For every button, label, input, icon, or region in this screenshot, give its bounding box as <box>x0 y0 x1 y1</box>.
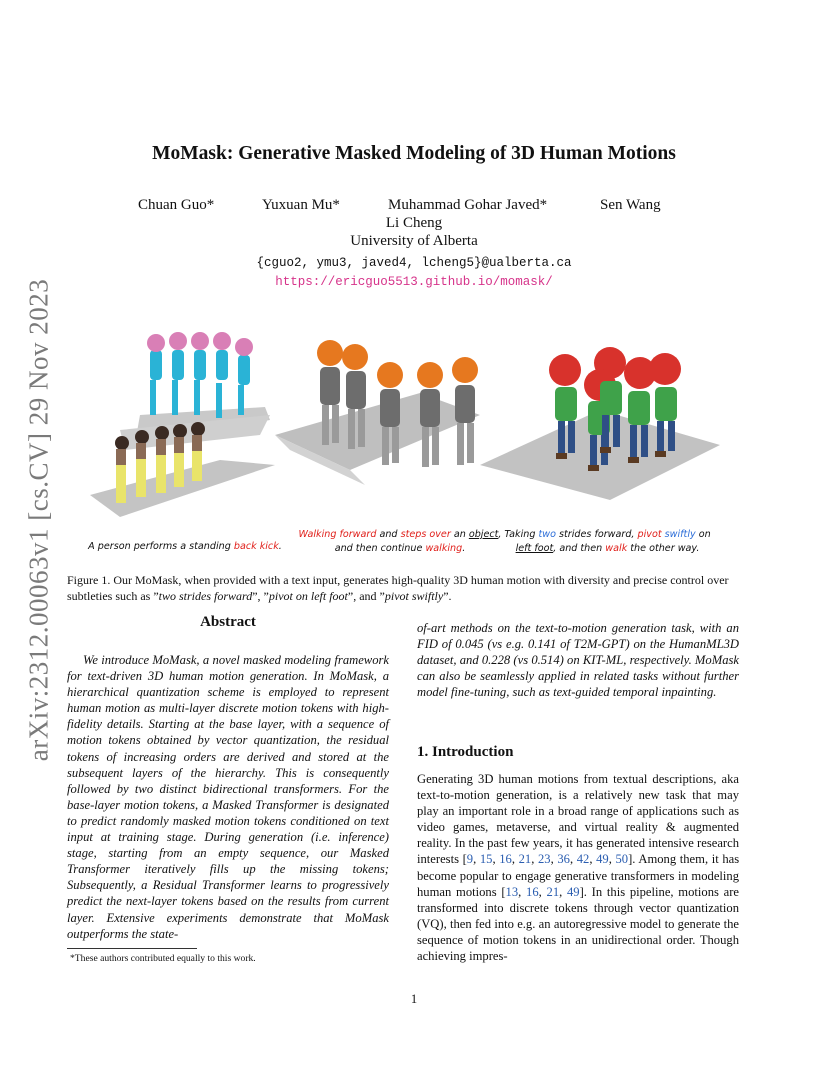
citation[interactable]: 49 <box>567 884 580 899</box>
arxiv-sidebar-stamp <box>14 280 64 760</box>
affiliation: University of Alberta <box>350 233 478 249</box>
citation[interactable]: 42 <box>576 852 590 867</box>
kicking-figures-cyan <box>150 350 250 418</box>
author-5: Li Cheng <box>385 215 443 231</box>
panel-3-caption: Taking two strides forward, pivot swiftly on left foot, and then walk the other way. <box>504 529 711 554</box>
citation[interactable]: 21 <box>546 884 560 899</box>
introduction-text: Generating 3D human motions from textual descriptions, aka text-to-motion generation, is a relatively new task that may play an important role in a broad range of applications such as video games, metaverse, and virtual reality & augmented reality. In the past few years, it has generated intensive research interests [9, 15, 16, 21, 23, 36, 42, 49, 50]. Among them, it has become popular to engage generative transformers in modeling human motions [13, 16, 21, 49]. In this pipeline, motions are transformed into discrete tokens through vector quantization (VQ), then fed into e.g. an autoregressive model to generate the sequence of motion tokens in an unidirectional order. Though achieving impres- <box>417 772 740 964</box>
author-4: Sen Wang <box>600 197 661 213</box>
author-1: Chuan Guo* <box>138 197 215 213</box>
citation[interactable]: 9 <box>466 852 474 867</box>
citation[interactable]: 13 <box>505 884 519 899</box>
citation[interactable]: 49 <box>596 852 609 867</box>
citation[interactable]: 16 <box>499 852 512 867</box>
citation[interactable]: 23 <box>538 852 551 867</box>
project-url[interactable]: https://ericguo5513.github.io/momask/ <box>275 275 553 289</box>
citation[interactable]: 16 <box>526 884 539 899</box>
author-emails: {cguo2, ymu3, javed4, lcheng5}@ualberta.ca <box>256 256 572 270</box>
arxiv-id: arXiv:2312.00063v1 [cs.CV] 29 Nov 2023 <box>23 278 54 762</box>
panel-1-caption: A person performs a standing back kick. <box>88 541 282 552</box>
paper-title: MoMask: Generative Masked Modeling of 3D Human Motions <box>152 143 676 164</box>
introduction-heading: 1. Introduction <box>417 744 514 760</box>
panel-2-caption: Walking forward and steps over an object, and then continue walking. <box>298 529 502 554</box>
citation[interactable]: 36 <box>557 852 570 867</box>
abstract-text-left: We introduce MoMask, a novel masked modeling framework for text-driven 3D human motion generation. In MoMask, a hierarchical quantization scheme is employed to represent human motion as multi-layer discrete motion tokens with high-fidelity details. Starting at the base layer, with a sequence of motion tokens obtained by vector quantization, the residual tokens of increasing orders are derived and stored at the subsequent layers of the hierarchy. This is consequently followed by two distinct bidirectional transformers. For the base-layer motion tokens, a Masked Transformer is designated to predict randomly masked motion tokens conditioned on text input at training stage. During generation (i.e. inference) stage, starting from an empty sequence, our Masked Transformer iteratively fills up the missing tokens; Subsequently, a Residual Transformer learns to progressively predict the next-layer tokens based on the results from current layer. Extensive experiments demonstrate that MoMask outperforms the state- <box>67 653 389 941</box>
page-number: 1 <box>410 992 418 1006</box>
abstract-text-right: of-art methods on the text-to-motion generation task, with an FID of 0.045 (vs e.g. 0.141 of T2M-GPT) on the HumanML3D dataset, and 0.228 (vs 0.514) on KIT-ML, respectively. MoMask can also be seamlessly applied in related tasks without further model fine-tuning, such as text-guided temporal inpainting. <box>417 621 739 700</box>
citation[interactable]: 50 <box>615 852 629 867</box>
footnote-rule <box>67 948 197 949</box>
citation[interactable]: 15 <box>479 852 493 867</box>
figure-1-illustration <box>80 325 750 530</box>
author-2: Yuxuan Mu* <box>262 197 340 213</box>
abstract-heading: Abstract <box>200 614 256 630</box>
citation[interactable]: 21 <box>518 852 532 867</box>
figure-1-caption: Figure 1. Our MoMask, when provided with a text input, generates high-quality 3D human motion with diversity and precise control over subtleties such as ”two strides forward”, ”pivot on left foot”, and ”pivot swiftly”. <box>67 573 729 603</box>
author-3: Muhammad Gohar Javed* <box>388 197 548 213</box>
floor-plane-2 <box>275 393 480 470</box>
footnote: *These authors contributed equally to this work. <box>70 953 256 964</box>
